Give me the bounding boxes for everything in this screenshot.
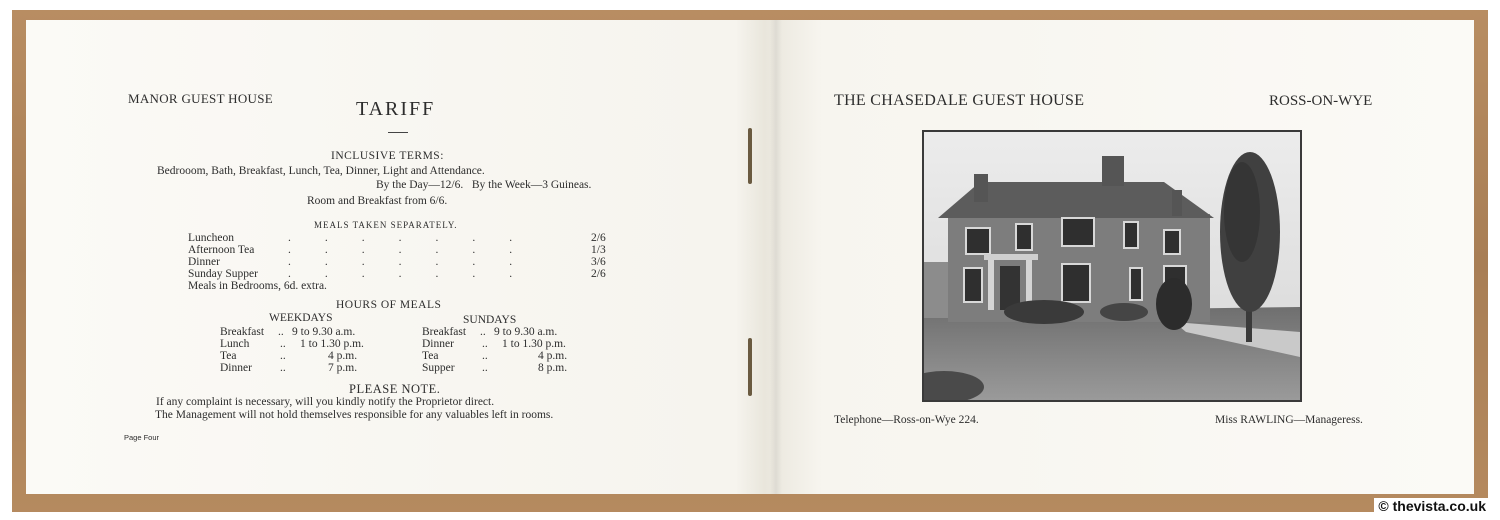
meal-price: 2/6 <box>591 268 606 280</box>
leader-dots: .. <box>280 362 286 374</box>
hours-meal: Breakfast <box>422 326 467 338</box>
meals-note: Meals in Bedrooms, 6d. extra. <box>188 280 327 292</box>
hours-meal: Dinner <box>220 362 252 374</box>
brochure-pages <box>26 20 1474 494</box>
hours-meal: Breakfast <box>220 326 265 338</box>
meal-name: Sunday Supper <box>188 268 258 280</box>
meals-price-list <box>188 232 608 292</box>
hours-time: 4 p.m. <box>538 350 568 362</box>
leader-dots: .. <box>278 326 284 338</box>
inclusive-line2: By the Day—12/6. By the Week—3 Guineas. <box>376 179 592 191</box>
hours-time: 1 to 1.30 p.m. <box>502 338 566 350</box>
weekday-hours <box>220 326 420 374</box>
binding-stitch-top <box>748 128 752 184</box>
meal-price: 3/6 <box>591 256 606 268</box>
hours-time: 7 p.m. <box>328 362 358 374</box>
hours-row <box>220 326 420 338</box>
sundays-heading: SUNDAYS <box>463 314 517 326</box>
hours-row <box>220 350 420 362</box>
meal-row <box>188 268 608 280</box>
hours-meal: Tea <box>422 350 439 362</box>
hours-meal: Dinner <box>422 338 454 350</box>
tariff-title: TARIFF <box>356 98 436 120</box>
leader-dots: ....... <box>288 268 547 280</box>
hours-meal: Tea <box>220 350 237 362</box>
hours-meal: Lunch <box>220 338 250 350</box>
meal-price: 2/6 <box>591 232 606 244</box>
note-line1: If any complaint is necessary, will you kindly notify the Proprietor direct. <box>156 396 495 408</box>
binding-stitch-bottom <box>748 338 752 396</box>
leader-dots: .. <box>280 350 286 362</box>
leader-dots: .. <box>482 362 488 374</box>
meal-row <box>188 256 608 268</box>
hours-row <box>220 338 420 350</box>
meal-name: Dinner <box>188 256 220 268</box>
right-house-name: THE CHASEDALE GUEST HOUSE <box>834 92 1085 109</box>
page-gutter <box>770 20 782 494</box>
room-breakfast-line: Room and Breakfast from 6/6. <box>307 195 448 207</box>
telephone-line: Telephone—Ross-on-Wye 224. <box>834 414 979 426</box>
hours-time: 9 to 9.30 a.m. <box>494 326 558 338</box>
meals-separately-heading: MEALS TAKEN SEPARATELY. <box>314 220 458 230</box>
house-photograph <box>922 130 1302 402</box>
location-heading: ROSS-ON-WYE <box>1269 93 1373 109</box>
hours-time: 8 p.m. <box>538 362 568 374</box>
house-photo-image <box>924 132 1300 400</box>
meal-row <box>188 244 608 256</box>
weekdays-heading: WEEKDAYS <box>269 312 333 324</box>
leader-dots: ....... <box>288 244 547 256</box>
hours-row <box>422 326 622 338</box>
leader-dots: ....... <box>288 256 547 268</box>
meal-name: Afternoon Tea <box>188 244 255 256</box>
leader-dots: .. <box>480 326 486 338</box>
hours-time: 1 to 1.30 p.m. <box>300 338 364 350</box>
note-line2: The Management will not hold themselves responsible for any valuables left in rooms. <box>155 409 554 421</box>
page-number-label: Page Four <box>124 433 160 442</box>
manageress-line: Miss RAWLING—Manageress. <box>1215 414 1363 426</box>
hours-row <box>422 362 622 374</box>
leader-dots: .. <box>482 338 488 350</box>
hours-time: 4 p.m. <box>328 350 358 362</box>
inclusive-line1: Bedrooom, Bath, Breakfast, Lunch, Tea, Dinner, Light and Attendance. <box>157 165 485 177</box>
please-note-heading: PLEASE NOTE. <box>349 382 441 396</box>
meal-row <box>188 232 608 244</box>
meal-price: 1/3 <box>591 244 606 256</box>
left-house-name: MANOR GUEST HOUSE <box>128 91 273 106</box>
hours-row <box>422 338 622 350</box>
hours-row <box>422 350 622 362</box>
leader-dots: .. <box>280 338 286 350</box>
meal-name: Luncheon <box>188 232 234 244</box>
hours-meal: Supper <box>422 362 455 374</box>
inclusive-heading: INCLUSIVE TERMS: <box>331 150 444 162</box>
hours-heading: HOURS OF MEALS <box>336 299 442 311</box>
hours-row <box>220 362 420 374</box>
sunday-hours <box>422 326 622 374</box>
copyright-watermark: © thevista.co.uk <box>1374 498 1490 514</box>
leader-dots: ....... <box>288 232 547 244</box>
hours-time: 9 to 9.30 a.m. <box>292 326 356 338</box>
leader-dots: .. <box>482 350 488 362</box>
title-rule <box>388 132 408 133</box>
